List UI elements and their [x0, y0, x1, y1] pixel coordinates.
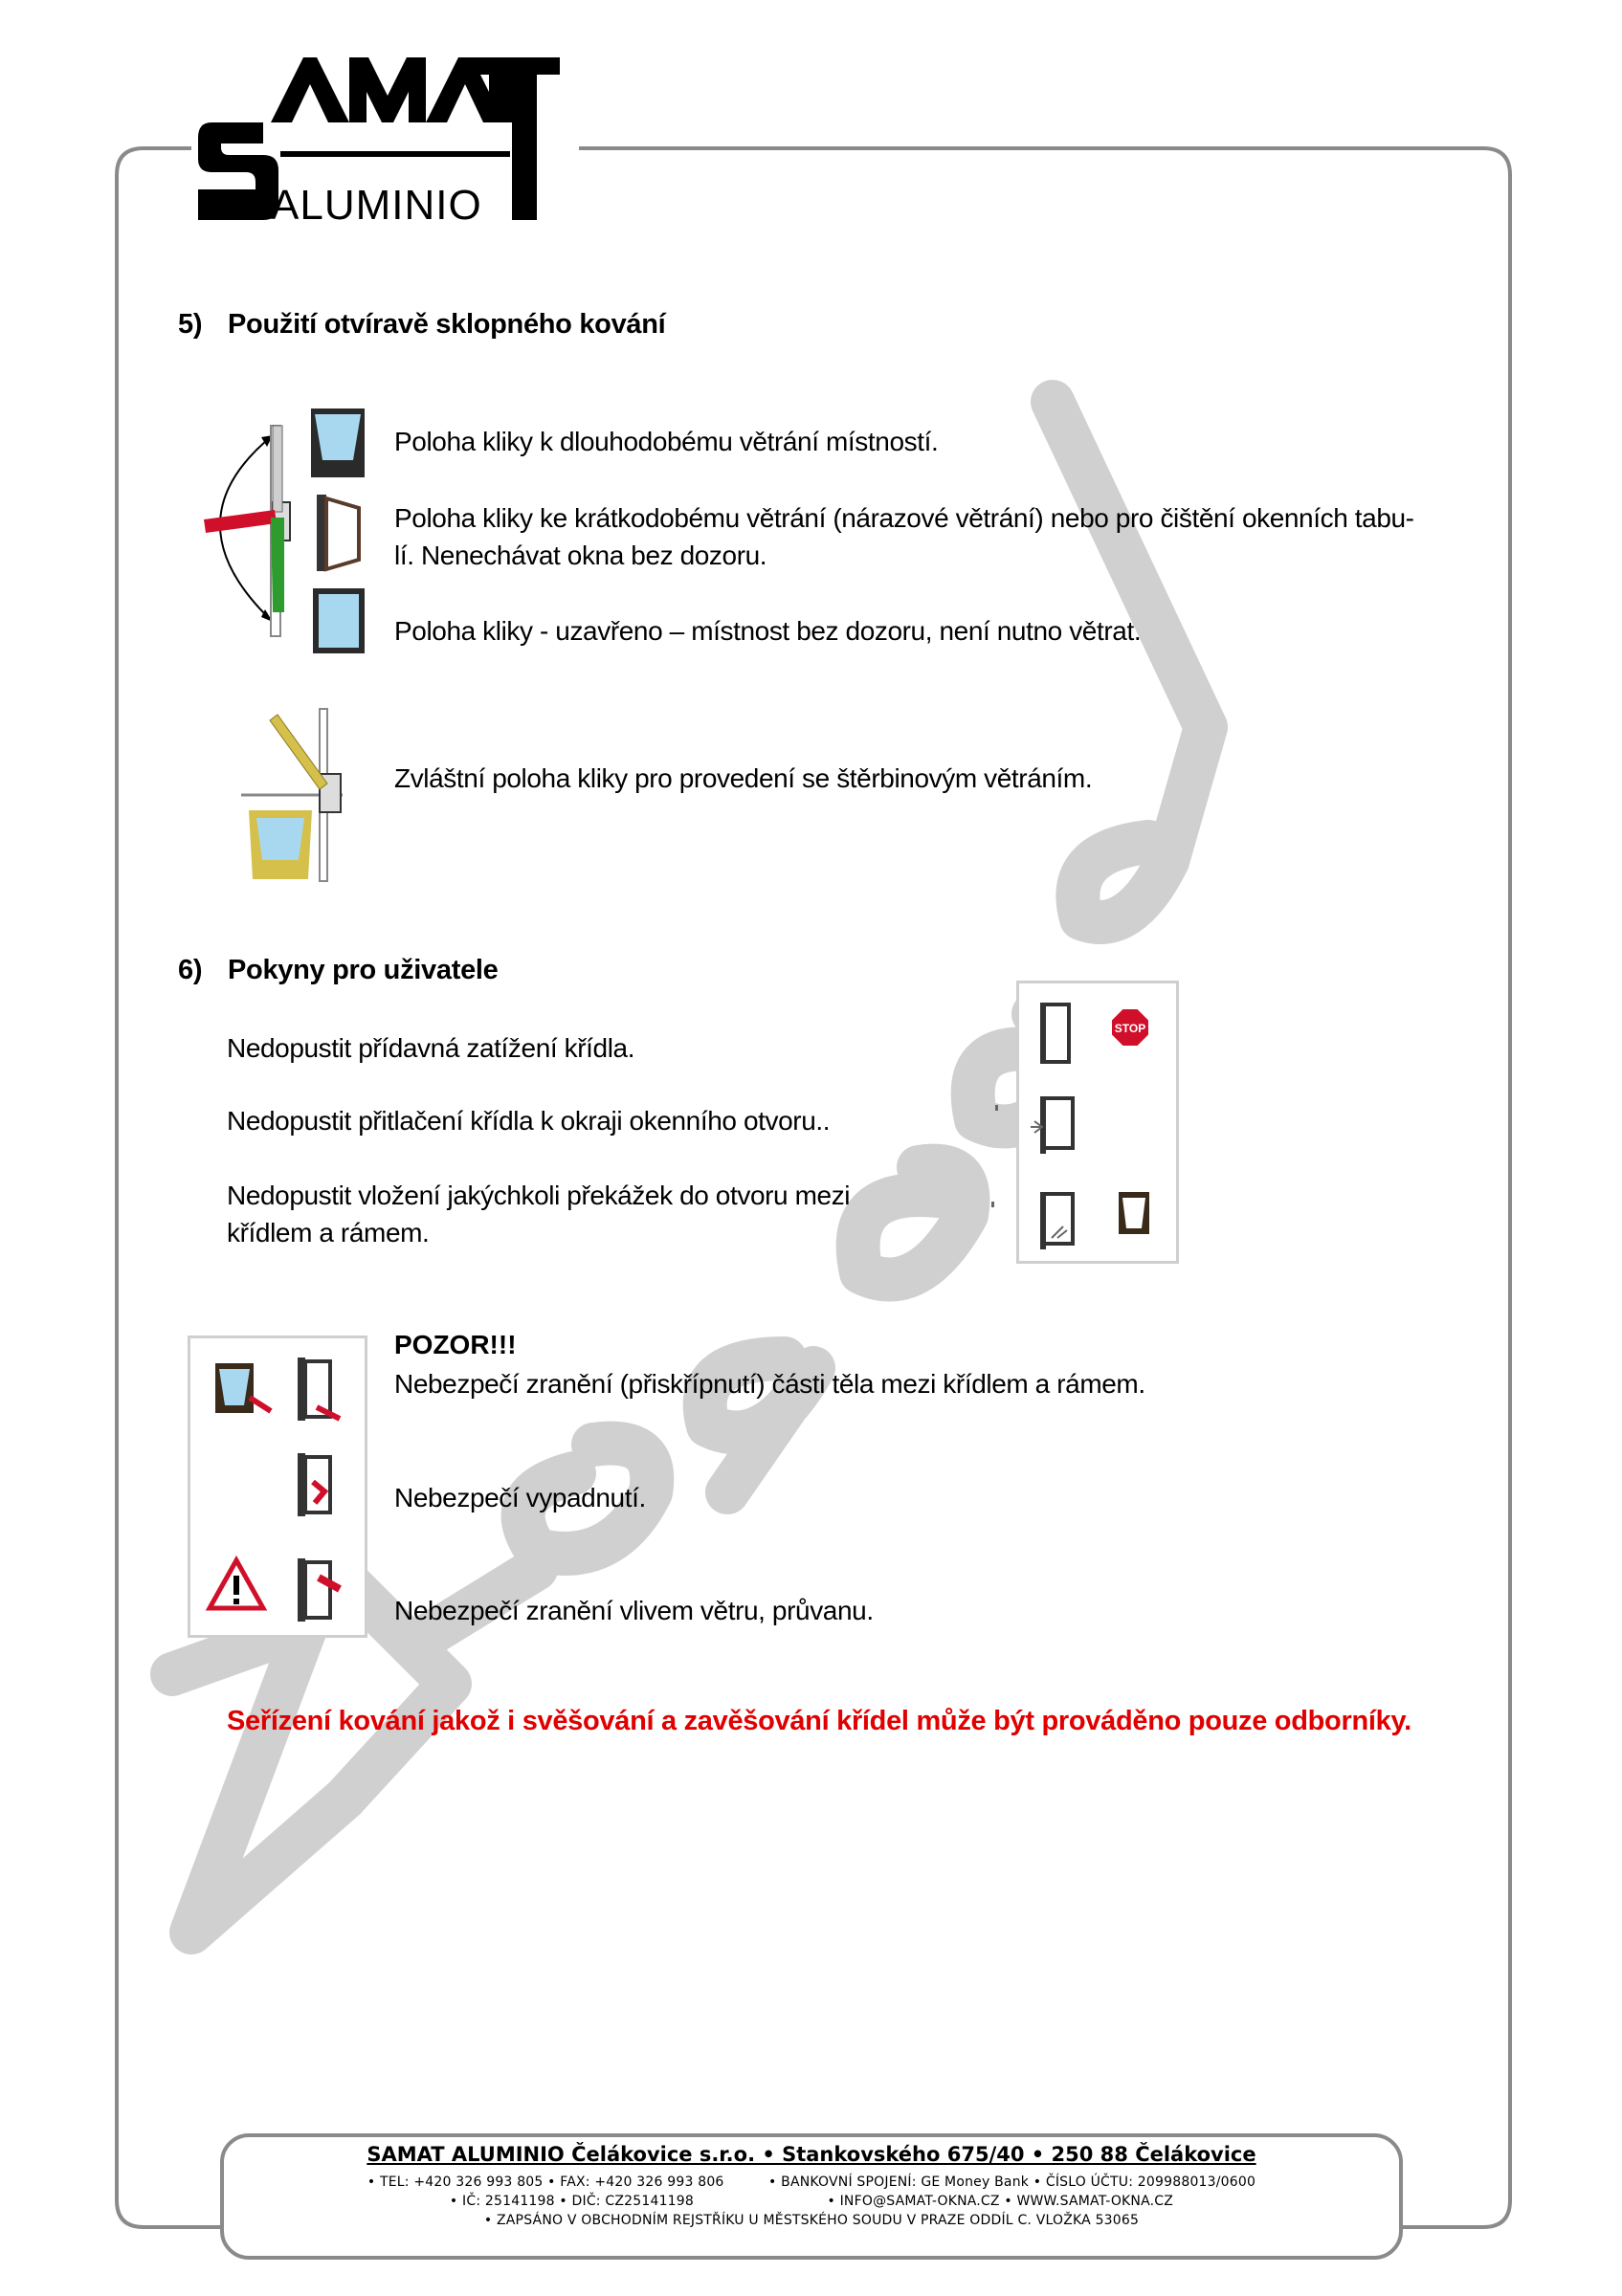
section5-number: 5) — [178, 309, 203, 340]
section6-number: 6) — [178, 955, 203, 985]
logo — [196, 55, 569, 237]
section5-item-3: Poloha kliky - uzavřeno – místnost bez dozoru, není nutno větrat. — [394, 616, 1142, 646]
decor-dot-2 — [991, 1202, 994, 1207]
danger-illustration — [188, 1336, 367, 1638]
pozor-item-1: Nebezpečí zranění (přiskřípnutí) části těla mezi křídlem a rámem. — [394, 1369, 1145, 1399]
slot-ventilation-illustration — [239, 703, 344, 885]
tilt-obstacle-window-icon — [1119, 1192, 1149, 1234]
section5-heading — [178, 309, 665, 341]
expert-warning: Seřízení kování jakož i svěšování a zavěšování křídel může být prováděno pouze odborníky. — [227, 1706, 1411, 1736]
open-window-icon — [317, 495, 359, 571]
obstacle-window-icon — [1040, 1192, 1073, 1249]
section5-item-2a: Poloha kliky ke krátkodobému větrání (nárazové větrání) nebo pro čištění okenních tabu- — [394, 503, 1414, 533]
stop-sign-icon — [1111, 1008, 1149, 1047]
footer-registry: • ZAPSÁNO V OBCHODNÍM REJSTŘÍKU U MĚSTSKÉHO SOUDU V PRAZE ODDÍL C. VLOŽKA 53065 — [483, 2213, 1140, 2228]
press-window-icon — [1031, 1096, 1073, 1154]
pinch-tilt-window-icon — [215, 1363, 271, 1413]
section6-item-1: Nedopustit přídavná zatížení křídla. — [227, 1033, 635, 1063]
load-window-icon — [1040, 1004, 1069, 1062]
section6-item-2: Nedopustit přitlačení křídla k okraji okenního otvoru.. — [227, 1106, 831, 1136]
section5-item-4: Zvláštní poloha kliky pro provedení se štěrbinovým větráním. — [394, 763, 1093, 793]
section5-item-1: Poloha kliky k dlouhodobému větrání místností. — [394, 427, 939, 456]
yellow-tilt-window-icon — [249, 810, 312, 879]
logo-subtext: ALUMINIO — [271, 182, 482, 229]
section5-title: Použití otvíravě sklopného kování — [228, 309, 666, 340]
handle-positions-illustration — [196, 407, 368, 655]
section6-title: Pokyny pro uživatele — [228, 955, 499, 985]
section6-item-3b: křídlem a rámem. — [227, 1218, 430, 1247]
section6-heading — [178, 955, 499, 986]
section6-item-3a: Nedopustit vložení jakýchkoli překážek do otvoru mezi — [227, 1181, 851, 1210]
tilt-window-icon — [311, 408, 365, 477]
pinch-side-window-icon — [298, 1358, 340, 1421]
pozor-title: POZOR!!! — [394, 1330, 517, 1359]
fall-window-icon — [298, 1453, 330, 1516]
warning-triangle-icon — [210, 1560, 263, 1608]
wind-window-icon — [298, 1558, 340, 1622]
stop-sign-label: STOP — [1114, 1022, 1146, 1035]
footer-ids: • IČ: 25141198 • DIČ: CZ25141198 • INFO@SAMAT-OKNA.CZ • WWW.SAMAT-OKNA.CZ — [449, 2194, 1174, 2209]
pozor-item-3: Nebezpečí zranění vlivem větru, průvanu. — [394, 1596, 874, 1625]
footer-contact: • TEL: +420 326 993 805 • FAX: +420 326 993 806 • BANKOVNÍ SPOJENÍ: GE Money Bank • ČÍSLO ÚČTU: 209988013/0600 — [367, 2175, 1256, 2190]
footer-company: SAMAT ALUMINIO Čelákovice s.r.o. • Stankovského 675/40 • 250 88 Čelákovice — [367, 2143, 1256, 2166]
pozor-item-2: Nebezpečí vypadnutí. — [394, 1483, 646, 1512]
decor-dot-1 — [995, 1105, 998, 1111]
user-instructions-illustration — [1016, 981, 1179, 1264]
closed-window-icon — [313, 588, 365, 653]
section5-item-2b: lí. Nenechávat okna bez dozoru. — [394, 541, 767, 570]
